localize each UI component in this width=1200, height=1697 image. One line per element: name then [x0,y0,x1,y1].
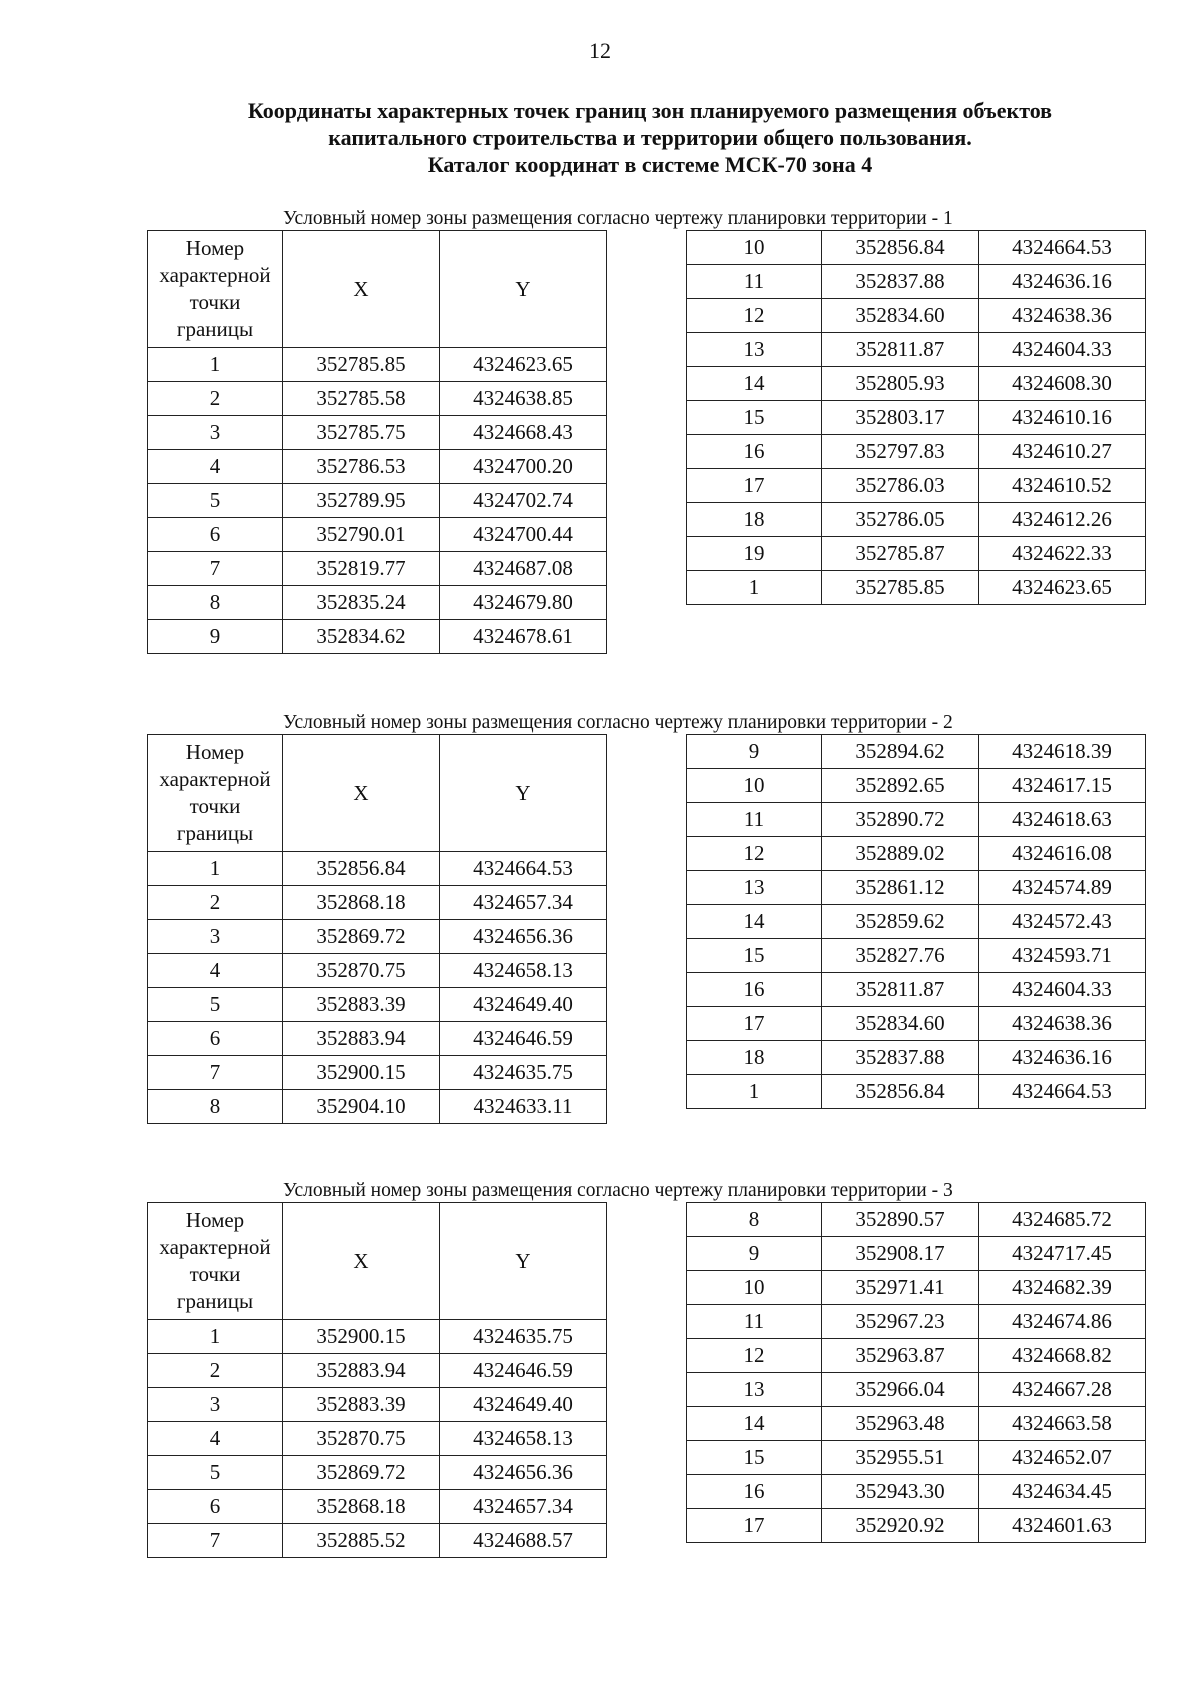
zone-caption: Условный номер зоны размещения согласно чертежу планировки территории - 2 [283,712,953,733]
table-row [687,367,1146,401]
y-coordinate-cell: 4324717.45 [979,1237,1146,1271]
x-coordinate-cell: 352785.75 [283,416,440,450]
x-coordinate-cell: 352908.17 [822,1237,979,1271]
table-row [148,1320,607,1354]
coordinates-table-left [147,734,607,1124]
header-line: точки [189,1262,241,1286]
point-number-cell: 2 [148,886,283,920]
point-number-cell: 1 [148,348,283,382]
title-line-3: Каталог координат в системе МСК-70 зона 4 [427,152,873,177]
x-coordinate-cell: 352859.62 [822,905,979,939]
y-coordinate-cell: 4324638.36 [979,299,1146,333]
y-coordinate-cell: 4324687.08 [440,552,607,586]
y-coordinate-cell: 4324657.34 [440,1490,607,1524]
table-row [148,620,607,654]
y-coordinate-cell: 4324649.40 [440,1388,607,1422]
point-number-header [148,1203,283,1320]
table-row [687,837,1146,871]
y-coordinate-cell: 4324638.36 [979,1007,1146,1041]
x-coordinate-cell: 352819.77 [283,552,440,586]
point-number-cell: 14 [687,1407,822,1441]
x-coordinate-cell: 352834.60 [822,299,979,333]
table-row [148,988,607,1022]
x-coordinate-cell: 352789.95 [283,484,440,518]
point-number-cell: 1 [148,852,283,886]
point-number-cell: 8 [687,1203,822,1237]
table-row [687,231,1146,265]
x-coordinate-cell: 352904.10 [283,1090,440,1124]
table-row [687,503,1146,537]
y-coordinate-cell: 4324610.16 [979,401,1146,435]
y-coordinate-cell: 4324604.33 [979,973,1146,1007]
y-coordinate-cell: 4324678.61 [440,620,607,654]
y-coordinate-cell: 4324572.43 [979,905,1146,939]
y-coordinate-cell: 4324617.15 [979,769,1146,803]
point-number-cell: 6 [148,1022,283,1056]
table-row [687,265,1146,299]
point-number-cell: 12 [687,1339,822,1373]
point-number-cell: 6 [148,1490,283,1524]
y-coordinate-cell: 4324636.16 [979,265,1146,299]
point-number-cell: 3 [148,920,283,954]
x-coordinate-cell: 352900.15 [283,1320,440,1354]
table-row [148,1056,607,1090]
x-coordinate-cell: 352869.72 [283,1456,440,1490]
point-number-cell: 13 [687,1373,822,1407]
coordinates-table-right [686,1202,1146,1543]
point-number-cell: 18 [687,1041,822,1075]
point-number-cell: 17 [687,1007,822,1041]
table-row [687,769,1146,803]
table-row [148,552,607,586]
point-number-cell: 12 [687,837,822,871]
x-coordinate-cell: 352805.93 [822,367,979,401]
point-number-cell: 17 [687,1509,822,1543]
y-coordinate-cell: 4324574.89 [979,871,1146,905]
point-number-cell: 7 [148,1524,283,1558]
x-coordinate-cell: 352785.87 [822,537,979,571]
header-line: границы [176,821,254,845]
y-header: Y [440,231,607,348]
point-number-cell: 12 [687,299,822,333]
x-coordinate-cell: 352967.23 [822,1305,979,1339]
y-coordinate-cell: 4324610.52 [979,469,1146,503]
x-coordinate-cell: 352883.94 [283,1354,440,1388]
table-row [148,348,607,382]
table-row [687,537,1146,571]
x-coordinate-cell: 352856.84 [822,1075,979,1109]
y-coordinate-cell: 4324635.75 [440,1056,607,1090]
table-row [148,954,607,988]
table-row [148,416,607,450]
x-coordinate-cell: 352786.03 [822,469,979,503]
x-coordinate-cell: 352869.72 [283,920,440,954]
x-coordinate-cell: 352889.02 [822,837,979,871]
point-number-cell: 11 [687,1305,822,1339]
header-line: характерной [159,263,271,287]
point-number-cell: 5 [148,1456,283,1490]
table-row [687,1271,1146,1305]
point-number-cell: 1 [687,1075,822,1109]
y-coordinate-cell: 4324618.39 [979,735,1146,769]
x-header: X [283,231,440,348]
table-row [148,1354,607,1388]
table-row [687,1041,1146,1075]
point-number-cell: 11 [687,265,822,299]
table-row [148,886,607,920]
table-header-row [148,1203,607,1320]
table-row [148,382,607,416]
point-number-cell: 10 [687,1271,822,1305]
y-coordinate-cell: 4324667.28 [979,1373,1146,1407]
point-number-cell: 5 [148,484,283,518]
table-row [687,905,1146,939]
table-row [687,571,1146,605]
x-coordinate-cell: 352803.17 [822,401,979,435]
x-coordinate-cell: 352870.75 [283,1422,440,1456]
point-number-cell: 16 [687,1475,822,1509]
point-number-cell: 10 [687,769,822,803]
x-coordinate-cell: 352834.60 [822,1007,979,1041]
y-coordinate-cell: 4324635.75 [440,1320,607,1354]
x-coordinate-cell: 352786.05 [822,503,979,537]
table-row [687,1407,1146,1441]
coordinates-table-right [686,734,1146,1109]
table-row [687,1441,1146,1475]
y-coordinate-cell: 4324682.39 [979,1271,1146,1305]
x-coordinate-cell: 352785.85 [822,571,979,605]
x-coordinate-cell: 352837.88 [822,265,979,299]
point-number-cell: 9 [687,1237,822,1271]
table-row [148,1422,607,1456]
header-line: Номер [185,1208,245,1232]
zone-caption: Условный номер зоны размещения согласно чертежу планировки территории - 3 [283,1180,953,1201]
y-coordinate-cell: 4324618.63 [979,803,1146,837]
table-row [687,401,1146,435]
x-coordinate-cell: 352834.62 [283,620,440,654]
y-coordinate-cell: 4324668.82 [979,1339,1146,1373]
y-coordinate-cell: 4324658.13 [440,954,607,988]
point-number-cell: 7 [148,1056,283,1090]
point-number-cell: 13 [687,871,822,905]
point-number-header [148,735,283,852]
x-coordinate-cell: 352870.75 [283,954,440,988]
x-coordinate-cell: 352811.87 [822,333,979,367]
point-number-cell: 11 [687,803,822,837]
y-coordinate-cell: 4324700.44 [440,518,607,552]
y-coordinate-cell: 4324700.20 [440,450,607,484]
y-coordinate-cell: 4324610.27 [979,435,1146,469]
point-number-cell: 2 [148,1354,283,1388]
y-header: Y [440,1203,607,1320]
point-number-cell: 15 [687,401,822,435]
page-number: 12 [589,38,611,63]
table-row [687,973,1146,1007]
title-line-1: Координаты характерных точек границ зон планируемого размещения объектов [247,98,1053,123]
y-coordinate-cell: 4324664.53 [979,1075,1146,1109]
header-line: характерной [159,1235,271,1259]
y-coordinate-cell: 4324623.65 [440,348,607,382]
x-coordinate-cell: 352861.12 [822,871,979,905]
y-coordinate-cell: 4324604.33 [979,333,1146,367]
y-coordinate-cell: 4324679.80 [440,586,607,620]
table-row [687,735,1146,769]
table-row [687,333,1146,367]
x-coordinate-cell: 352790.01 [283,518,440,552]
x-coordinate-cell: 352963.48 [822,1407,979,1441]
table-row [687,1339,1146,1373]
y-coordinate-cell: 4324652.07 [979,1441,1146,1475]
y-coordinate-cell: 4324612.26 [979,503,1146,537]
y-coordinate-cell: 4324638.85 [440,382,607,416]
y-header: Y [440,735,607,852]
point-number-cell: 16 [687,435,822,469]
x-coordinate-cell: 352797.83 [822,435,979,469]
point-number-cell: 14 [687,905,822,939]
point-number-cell: 6 [148,518,283,552]
x-coordinate-cell: 352885.52 [283,1524,440,1558]
x-coordinate-cell: 352785.58 [283,382,440,416]
x-coordinate-cell: 352892.65 [822,769,979,803]
table-row [687,469,1146,503]
point-number-header [148,231,283,348]
table-row [687,435,1146,469]
header-line: границы [176,1289,254,1313]
title-line-2: капитального строительства и территории общего пользования. [328,125,972,150]
y-coordinate-cell: 4324674.86 [979,1305,1146,1339]
x-header: X [283,1203,440,1320]
y-coordinate-cell: 4324685.72 [979,1203,1146,1237]
table-row [148,484,607,518]
x-header: X [283,735,440,852]
x-coordinate-cell: 352971.41 [822,1271,979,1305]
table-row [148,1524,607,1558]
x-coordinate-cell: 352890.72 [822,803,979,837]
point-number-cell: 9 [148,620,283,654]
x-coordinate-cell: 352786.53 [283,450,440,484]
y-coordinate-cell: 4324657.34 [440,886,607,920]
table-row [687,871,1146,905]
point-number-cell: 13 [687,333,822,367]
table-header-row [148,735,607,852]
table-row [148,1456,607,1490]
point-number-cell: 8 [148,586,283,620]
y-coordinate-cell: 4324636.16 [979,1041,1146,1075]
x-coordinate-cell: 352868.18 [283,886,440,920]
point-number-cell: 4 [148,450,283,484]
table-row [687,1203,1146,1237]
x-coordinate-cell: 352856.84 [283,852,440,886]
table-row [687,939,1146,973]
y-coordinate-cell: 4324616.08 [979,837,1146,871]
header-line: границы [176,317,254,341]
x-coordinate-cell: 352835.24 [283,586,440,620]
point-number-cell: 19 [687,537,822,571]
x-coordinate-cell: 352811.87 [822,973,979,1007]
table-row [687,1373,1146,1407]
y-coordinate-cell: 4324593.71 [979,939,1146,973]
point-number-cell: 9 [687,735,822,769]
table-row [687,1509,1146,1543]
x-coordinate-cell: 352955.51 [822,1441,979,1475]
point-number-cell: 8 [148,1090,283,1124]
header-line: Номер [185,740,245,764]
y-coordinate-cell: 4324646.59 [440,1022,607,1056]
y-coordinate-cell: 4324646.59 [440,1354,607,1388]
y-coordinate-cell: 4324702.74 [440,484,607,518]
x-coordinate-cell: 352963.87 [822,1339,979,1373]
table-row [148,586,607,620]
point-number-cell: 4 [148,1422,283,1456]
x-coordinate-cell: 352883.39 [283,1388,440,1422]
x-coordinate-cell: 352920.92 [822,1509,979,1543]
point-number-cell: 4 [148,954,283,988]
y-coordinate-cell: 4324688.57 [440,1524,607,1558]
table-row [148,1388,607,1422]
x-coordinate-cell: 352894.62 [822,735,979,769]
point-number-cell: 5 [148,988,283,1022]
header-line: точки [189,290,241,314]
table-row [148,450,607,484]
y-coordinate-cell: 4324623.65 [979,571,1146,605]
x-coordinate-cell: 352827.76 [822,939,979,973]
y-coordinate-cell: 4324633.11 [440,1090,607,1124]
table-row [148,1090,607,1124]
y-coordinate-cell: 4324664.53 [440,852,607,886]
x-coordinate-cell: 352868.18 [283,1490,440,1524]
table-row [687,1475,1146,1509]
x-coordinate-cell: 352837.88 [822,1041,979,1075]
x-coordinate-cell: 352785.85 [283,348,440,382]
coordinates-table-left [147,1202,607,1558]
table-row [148,1022,607,1056]
point-number-cell: 3 [148,416,283,450]
y-coordinate-cell: 4324622.33 [979,537,1146,571]
y-coordinate-cell: 4324663.58 [979,1407,1146,1441]
zone-caption: Условный номер зоны размещения согласно чертежу планировки территории - 1 [283,208,953,229]
point-number-cell: 2 [148,382,283,416]
table-row [687,1007,1146,1041]
x-coordinate-cell: 352943.30 [822,1475,979,1509]
table-row [687,1075,1146,1109]
point-number-cell: 7 [148,552,283,586]
y-coordinate-cell: 4324658.13 [440,1422,607,1456]
y-coordinate-cell: 4324649.40 [440,988,607,1022]
point-number-cell: 15 [687,939,822,973]
point-number-cell: 17 [687,469,822,503]
x-coordinate-cell: 352883.39 [283,988,440,1022]
y-coordinate-cell: 4324656.36 [440,1456,607,1490]
x-coordinate-cell: 352883.94 [283,1022,440,1056]
point-number-cell: 18 [687,503,822,537]
table-row [687,1237,1146,1271]
table-row [148,518,607,552]
point-number-cell: 14 [687,367,822,401]
y-coordinate-cell: 4324601.63 [979,1509,1146,1543]
table-header-row [148,231,607,348]
y-coordinate-cell: 4324634.45 [979,1475,1146,1509]
point-number-cell: 16 [687,973,822,1007]
header-line: Номер [185,236,245,260]
table-row [148,920,607,954]
header-line: точки [189,794,241,818]
y-coordinate-cell: 4324668.43 [440,416,607,450]
x-coordinate-cell: 352966.04 [822,1373,979,1407]
document-title [150,97,1150,178]
header-line: характерной [159,767,271,791]
table-row [687,299,1146,333]
y-coordinate-cell: 4324664.53 [979,231,1146,265]
table-row [148,852,607,886]
point-number-cell: 1 [148,1320,283,1354]
table-row [687,1305,1146,1339]
table-row [148,1490,607,1524]
point-number-cell: 1 [687,571,822,605]
x-coordinate-cell: 352900.15 [283,1056,440,1090]
point-number-cell: 15 [687,1441,822,1475]
point-number-cell: 10 [687,231,822,265]
table-row [687,803,1146,837]
y-coordinate-cell: 4324608.30 [979,367,1146,401]
x-coordinate-cell: 352890.57 [822,1203,979,1237]
y-coordinate-cell: 4324656.36 [440,920,607,954]
coordinates-table-right [686,230,1146,605]
point-number-cell: 3 [148,1388,283,1422]
x-coordinate-cell: 352856.84 [822,231,979,265]
coordinates-table-left [147,230,607,654]
